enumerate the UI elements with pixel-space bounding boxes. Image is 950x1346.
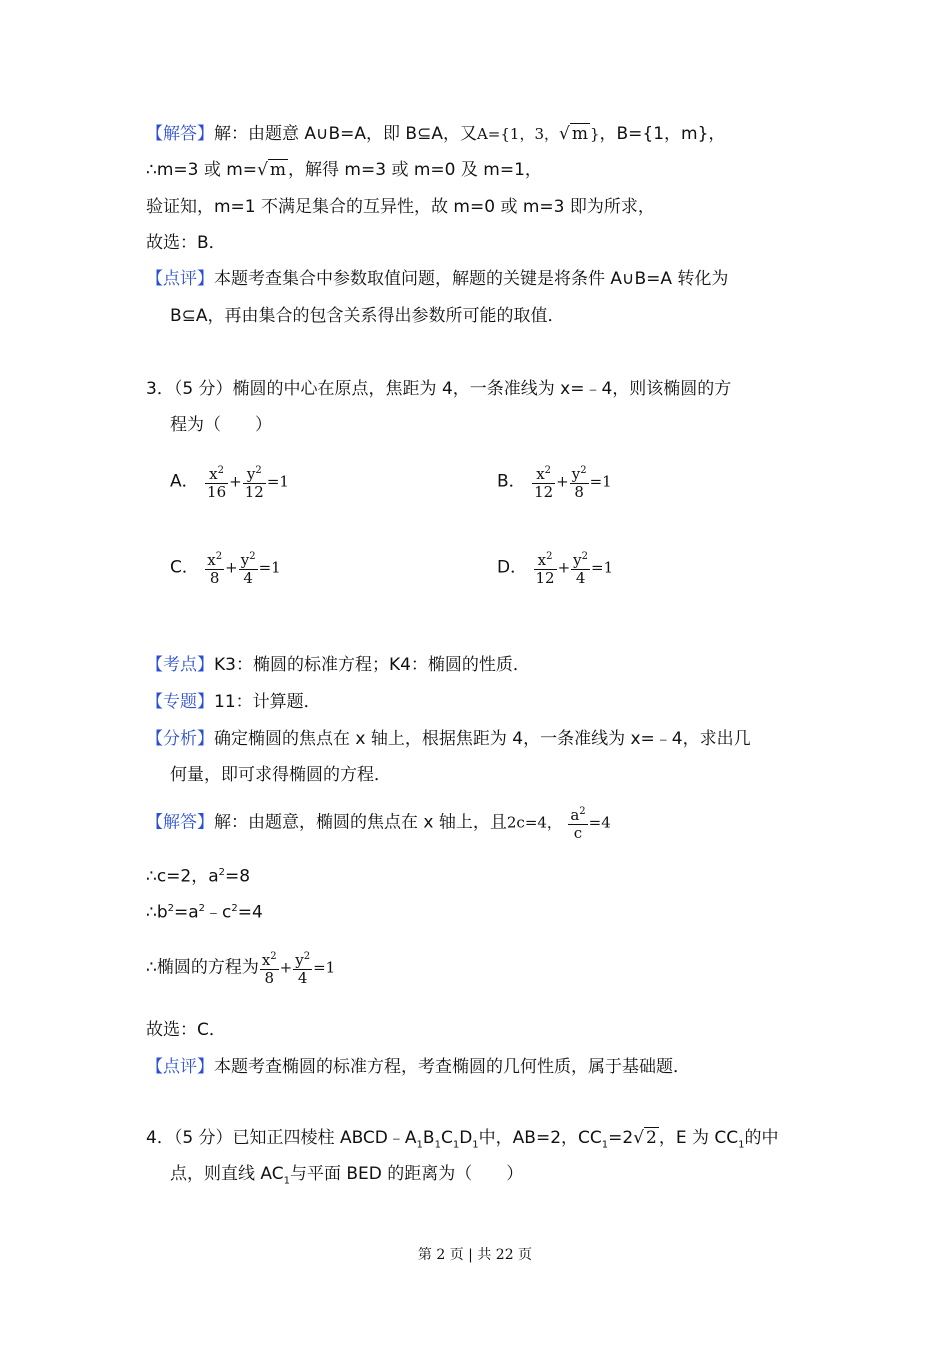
solution-line-5: 故选：C．	[146, 1020, 226, 1040]
knowledge-point-line: 【考点】K3：椭圆的标准方程；K4：椭圆的性质．	[146, 655, 530, 675]
solution-line-2: ∴c=2，$a^2=8$	[146, 866, 251, 887]
answer-line-3: 验证知，m=1 不满足集合的互异性，故 m=0 或 m=3 即为所求，	[146, 197, 655, 217]
option-c[interactable]: C． $\frac{x^2}{8}$ + $\frac{y^2}{4}$ =1	[170, 548, 281, 587]
option-b[interactable]: B． $\frac{x^2}{12}$ + $\frac{y^2}{8}$ =1	[497, 462, 612, 501]
answer-tag: 【解答】	[146, 124, 214, 144]
sqrt-2: √ 2	[633, 1128, 657, 1148]
analysis-line-1: 【分析】确定椭圆的焦点在 x 轴上，根据焦距为 4，一条准线为 x=﹣4，求出几	[146, 729, 751, 749]
question-3-line-1: 3．（5 分）椭圆的中心在原点，焦距为 4，一条准线为 x=﹣4，则该椭圆的方	[146, 379, 732, 399]
sqrt-m: √ m	[257, 160, 287, 180]
solution-tag: 【解答】	[146, 812, 214, 833]
sqrt-m: √ m	[559, 124, 588, 144]
solution-line-4: ∴椭圆的方程为 $\frac{x^2}{8}$ + $\frac{y^2}{4}$ =1	[146, 948, 335, 987]
answer-line-4: 故选：B．	[146, 233, 226, 253]
option-a[interactable]: A． $\frac{x^2}{16}$ + $\frac{y^2}{12}$ =1	[170, 462, 289, 501]
review-line-2: B⊆A，再由集合的包含关系得出参数所可能的取值．	[170, 306, 565, 326]
answer-line-2: ∴m=3 或 m=√ m ，解得 m=3 或 m=0 及 m=1，	[146, 160, 542, 180]
option-d[interactable]: D． $\frac{x^2}{12}$ + $\frac{y^2}{4}$ =1	[497, 548, 613, 587]
solution-line-1: 【解答】解：由题意，椭圆的焦点在 x 轴上，且2c=4， $\frac{a^2}{c}$ =4	[146, 803, 611, 842]
review-2-line: 【点评】本题考查椭圆的标准方程，考查椭圆的几何性质，属于基础题．	[146, 1057, 690, 1077]
review-tag: 【点评】	[146, 269, 214, 289]
page-footer: 第 2 页 | 共 22 页	[417, 1247, 533, 1263]
knowledge-tag: 【考点】	[146, 655, 214, 675]
question-3-line-2: 程为（ ）	[170, 415, 272, 435]
answer-line-1: 【解答】解：由题意 A∪B=A，即 B⊆A，又A={1，3，√ m }，B={1，m}，	[146, 124, 726, 144]
topic-line: 【专题】11：计算题．	[146, 692, 321, 712]
analysis-line-2: 何量，即可求得椭圆的方程．	[170, 765, 391, 785]
analysis-tag: 【分析】	[146, 729, 214, 749]
question-4-line-1: 4．（5 分）已知正四棱柱 $ABCD﹣A_1B_1C_1D_1$中，AB=2，$CC_1=2√$ 2 ，E 为 $CC_1$的中	[146, 1128, 779, 1151]
review-tag: 【点评】	[146, 1057, 214, 1077]
question-4-line-2: 点，则直线 $AC_1$与平面 BED 的距离为（ ）	[170, 1164, 524, 1187]
topic-tag: 【专题】	[146, 692, 214, 712]
solution-line-3: $\therefore b^2=a^2﹣c^2=4$	[146, 902, 263, 923]
review-line-1: 【点评】本题考查集合中参数取值问题，解题的关键是将条件 A∪B=A 转化为	[146, 269, 729, 289]
